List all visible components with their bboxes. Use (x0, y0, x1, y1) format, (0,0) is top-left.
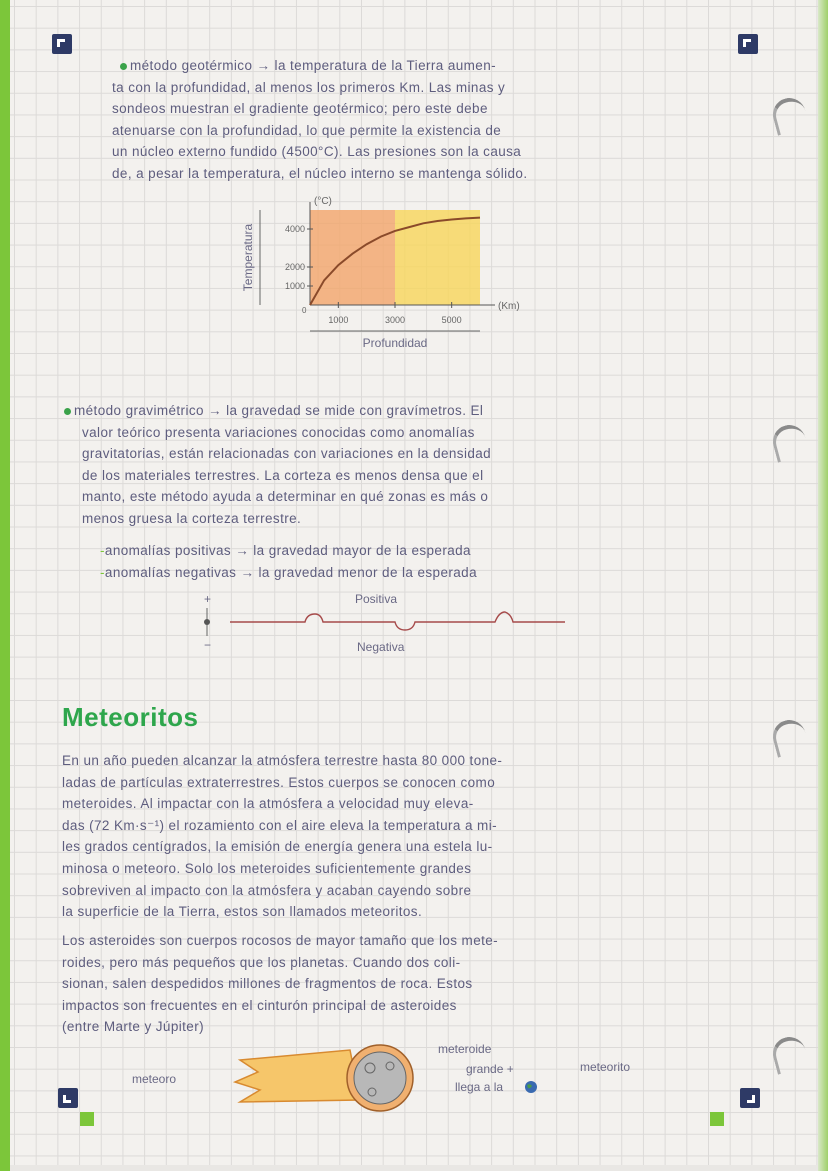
gravity-profile-line (195, 600, 575, 644)
x-axis-label: Profundidad (362, 336, 428, 350)
y-tick-label: 4000 (284, 224, 305, 234)
fill-region-left (310, 210, 395, 305)
y-tick-label: 2000 (284, 262, 305, 272)
earth-icon (524, 1080, 538, 1094)
text-line: sobreviven al impacto con la atmósfera y acaban cayendo sobre (62, 882, 472, 898)
fill-region-right (395, 210, 480, 305)
anomaly-positive: anomalías positivas → la gravedad mayor de la esperada (104, 543, 471, 558)
page-left-border (0, 0, 10, 1171)
text-line: roides, pero más pequeños que los planetas. Cuando dos coli- (62, 954, 461, 970)
text-line: gravitatorias, están relacionadas con variaciones en la densidad (82, 446, 492, 462)
corner-marker-icon (740, 1088, 760, 1108)
text-line: de, a pesar la temperatura, el núcleo interno se mantenga sólido. (112, 165, 528, 181)
text-line: método geotérmico → la temperatura de la Tierra aumen- (130, 58, 497, 73)
corner-marker-icon (58, 1088, 78, 1108)
text-line: Los asteroides son cuerpos rocosos de mayor tamaño que los mete- (62, 933, 499, 948)
meteroide-label: meteroide (438, 1042, 492, 1056)
text-line: les grados centígrados, la emisión de energía genera una estela lu- (62, 839, 493, 855)
meteoritos-paragraph (62, 750, 502, 923)
text-line: atenuarse con la profundidad, lo que permite la existencia de (112, 122, 502, 138)
y-tick-label: 1000 (284, 281, 305, 291)
x-unit-label: (Km) (498, 301, 520, 312)
axis-dot (204, 619, 210, 625)
page-right-border (818, 0, 828, 1171)
y-unit-label: (°C) (314, 196, 332, 207)
meteorito-label: meteorito (580, 1060, 631, 1074)
green-square-icon (80, 1112, 94, 1126)
text-line: impactos son frecuentes en el cinturón principal de asteroides (62, 997, 457, 1013)
temperature-depth-chart (210, 190, 550, 360)
x-tick-label: 1000 (328, 315, 349, 325)
positive-label: Positiva (355, 592, 398, 606)
bullet-icon (64, 408, 71, 415)
corner-marker-icon (738, 34, 758, 54)
x-tick-label: 3000 (384, 315, 406, 325)
geothermal-paragraph (112, 55, 528, 185)
text-line: sondeos muestran el gradiente geotérmico; pero este debe (112, 101, 488, 117)
anomaly-negative: anomalías negativas → la gravedad menor de la esperada (104, 564, 477, 580)
meteoroid-illustration (230, 1040, 450, 1120)
text-line: das (72 Km·s⁻¹) el rozamiento con el aire eleva la temperatura a mi- (62, 817, 497, 833)
text-line: sionan, salen despedidos millones de fragmentos de roca. Estos (62, 976, 473, 992)
anomalies-list: -anomalías positivas → la gravedad mayor de la esperada -anomalías negativas → la gravedad menor de la esperada (100, 543, 477, 580)
text-line: manto, este método ayuda a determinar en qué zonas es más o (82, 489, 489, 505)
text-line: ladas de partículas extraterrestres. Estos cuerpos se conocen como (62, 774, 496, 790)
origin-label: 0 (302, 306, 307, 315)
section-heading: Meteoritos (62, 702, 199, 732)
text-line: meteroides. Al impactar con la atmósfera a velocidad muy eleva- (62, 796, 474, 812)
llega-label: llega a la (455, 1080, 504, 1094)
plus-sign: + (204, 592, 212, 606)
asteroides-paragraph (62, 930, 498, 1038)
bullet-icon (120, 63, 127, 70)
y-axis-label: Temperatura (241, 223, 255, 292)
text-line: valor teórico presenta variaciones conocidas como anomalías (82, 424, 475, 440)
text-line: método gravimétrico → la gravedad se mide con gravímetros. El (74, 403, 484, 418)
corner-marker-icon (52, 34, 72, 54)
text-line: ta con la profundidad, al menos los primeros Km. Las minas y (112, 79, 506, 95)
text-line: un núcleo externo fundido (4500°C). Las presiones son la causa (112, 144, 522, 160)
text-line: menos gruesa la corteza terrestre. (82, 510, 302, 526)
text-line: de los materiales terrestres. La corteza es menos densa que el (82, 467, 484, 483)
negative-label: Negativa (357, 640, 405, 654)
x-tick-label: 5000 (441, 315, 462, 325)
meteoro-label: meteoro (132, 1072, 177, 1086)
text-line: minosa o meteoro. Solo los meteroides suficientemente grandes (62, 860, 472, 876)
text-line: la superficie de la Tierra, estos son llamados meteoritos. (62, 904, 423, 920)
gravimetric-paragraph (64, 400, 491, 530)
grande-label: grande + (466, 1062, 514, 1076)
text-line: En un año pueden alcanzar la atmósfera terrestre hasta 80 000 tone- (62, 753, 503, 768)
green-square-icon (710, 1112, 724, 1126)
minus-sign: − (204, 638, 212, 652)
text-line: (entre Marte y Júpiter) (62, 1019, 204, 1035)
